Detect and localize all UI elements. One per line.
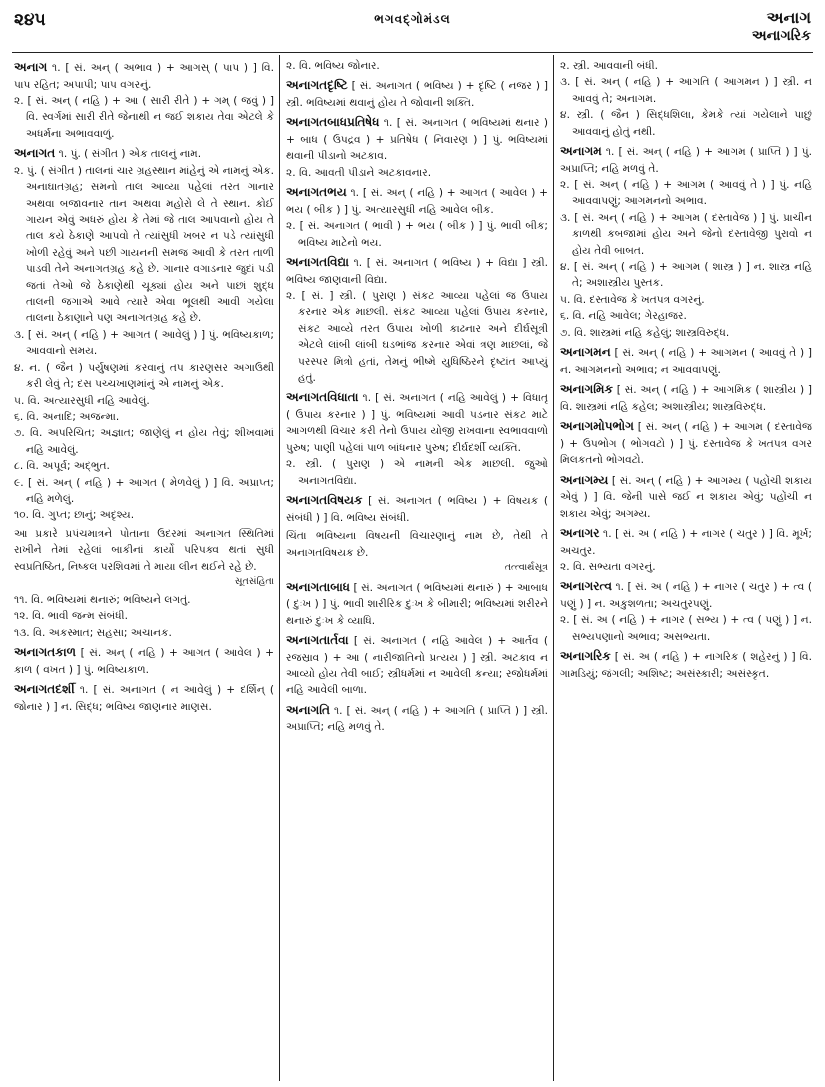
entry-sense — [14, 327, 274, 360]
sense-text: ૫. વિ. દસ્તાવેજ કે ખતપત્ર વગરનું. — [560, 293, 705, 306]
sense-text: ૯. [ સં. અન્ ( નહિ ) + આગત ( મેળવેલું ) ] વિ. અપ્રાપ્ત; નહિ મળેલું. — [14, 476, 274, 505]
sense-text: ૨. [ સં. અન્ ( નહિ ) + આગમ ( આવવું તે ) ] પું. નહિ આવવાપણું; આગમનનો અભાવ. — [560, 179, 812, 208]
entry-sense — [560, 308, 812, 324]
headword: અનાગરિક — [560, 649, 611, 664]
headword: અનાગમ — [560, 144, 602, 159]
entry-sense — [560, 325, 812, 341]
sense-text: ૭. વિ. અપરિચિત; અજ્ઞાત; જાણેલું ન હોય તેવું; શીખવામાં નહિ આવેલું. — [14, 427, 274, 456]
entry-sense — [286, 58, 548, 74]
entry-sense — [14, 625, 274, 641]
guide-word-last: અનાગરિક — [751, 28, 811, 44]
quotation-text — [14, 526, 274, 575]
sense-text: ૧૦. વિ. ગુપ્ત; છાનું; અદૃશ્ય. — [14, 509, 135, 522]
entry-sense — [286, 388, 548, 456]
entry-sense — [286, 491, 548, 526]
sense-text: ૨. વિ. ભવિષ્ય જોનાર. — [286, 60, 380, 72]
sense-text: ૧. [ સં. અન્ ( અભાવ ) + આગસ્ ( પાપ ) ] વિ. પાપ રહિત; અપાપી; પાપ વગરનું. — [14, 62, 274, 91]
dictionary-entry — [560, 647, 812, 682]
sense-text: [ સં. અન્ ( નહિ ) + આગમ્ય ( પહોંચી શકાય એવું ) ] વિ. જેની પાસે જઈ ન શકાય એવું; પહોંચી ન શકાય એવું; અગમ્ય. — [560, 474, 812, 520]
entry-sense — [560, 210, 812, 259]
dictionary-entry — [286, 58, 548, 74]
entry-sense — [286, 631, 548, 699]
dictionary-entry — [286, 578, 548, 629]
sense-text: ૧. [ સં. અન્ ( નહિ ) + આગતિ ( પ્રાપ્તિ ) ] સ્ત્રી. અપ્રાપ્તિ; નહિ મળવું તે. — [286, 704, 548, 734]
sense-text: [ સં. અનાગત ( ભવિષ્ય ) + દૃષ્ટિ ( નજર ) ] સ્ત્રી. ભવિષ્યમાં થવાનું હોય તે જોવાની શક્તિ. — [286, 80, 548, 109]
column-divider-2 — [553, 55, 554, 1081]
sense-text: ૫. વિ. અત્યારસુધી નહિ આવેલું. — [14, 394, 150, 407]
dictionary-entry — [560, 471, 812, 522]
dictionary-entry — [286, 701, 548, 736]
entry-sense — [560, 343, 812, 378]
sense-text: ૧. [ સં. અન્ ( નહિ ) + આગમ ( પ્રાપ્તિ ) ] પું. અપ્રાપ્તિ; નહિ મળવું તે. — [560, 146, 812, 175]
citation-source: તત્ત્વાર્થસૂત્ર — [504, 561, 548, 573]
entry-sense — [560, 380, 812, 415]
sense-text: ૧. [ સં. અનાગત ( ભવિષ્ય ) + વિદ્યા ] સ્ત્રી. ભવિષ્ય જાણવાની વિદ્યા. — [286, 257, 548, 286]
sense-text: ૩. [ સં. અન્ ( નહિ ) + આગત ( આવેલું ) ] પું. ભવિષ્યકાળ; આવવાનો સમય. — [14, 328, 274, 358]
headword: અનાગતવિષયક — [286, 493, 363, 508]
column-3 — [560, 58, 812, 1083]
sense-text: ૧૧. વિ. ભવિષ્યમાં થનારું; ભવિષ્યને લગતું. — [14, 593, 191, 606]
sense-text: આ પ્રકારે પ્રપંચમાત્રને પોતાના ઉદરમાં અનાગત સ્થિતિમાં રાખીને તેમાં રહેલાં બાકીનાં કાર્યો પરિપક્વ થતાં સુધી સ્વપ્રતિષ્ઠિત, નિષ્કલ પરશિવમાં તે માયા લીન થઈને રહે છે. — [14, 527, 274, 573]
page-header — [14, 6, 811, 50]
sense-text: [ સં. અનાગત ( ભવિષ્ય ) + વિષયક ( સંબંધી ) ] વિ. ભવિષ્ય સંબંધી. — [286, 495, 548, 524]
entry-sense — [286, 218, 548, 251]
entry-sense — [286, 183, 548, 218]
headword: અનાગતવિદ્યા — [286, 255, 349, 270]
entry-sense — [560, 259, 812, 292]
entry-sense — [14, 163, 274, 327]
dictionary-entry — [14, 144, 274, 524]
dictionary-entry — [286, 183, 548, 251]
sense-text: ૧. [ સં. અનાગત ( ન આવેલું ) + દર્શિન્ ( જોનાર ) ] ન. સિદ્ધ; ભવિષ્ય જાણનાર માણસ. — [14, 683, 274, 713]
entry-sense — [286, 288, 548, 386]
dictionary-entry — [560, 142, 812, 341]
entry-sense — [14, 144, 274, 163]
column-divider-1 — [279, 55, 280, 1081]
entry-sense — [286, 113, 548, 164]
headword: અનાગતવિધાતા — [286, 390, 359, 405]
headword: અનાગતાર્તવા — [286, 633, 349, 648]
sense-text: ૩. [ સં. અન્ ( નહિ ) + આગમ ( દસ્તાવેજ ) ] પું. પ્રાચીન કાળથી કબજામાં હોય અને જેનો દસ્તાવેજી પુરાવો ન હોય તેવી બાબત. — [560, 211, 812, 257]
sense-text: ૪. સ્ત્રી. ( જૈન ) સિદ્ધશિલા, કેમકે ત્યાં ગયેલાને પાછું આવવાનું હોતું નથી. — [560, 109, 812, 138]
dictionary-entry — [560, 524, 812, 575]
headword: અનાગતબાધપ્રતિષેધ — [286, 115, 380, 130]
dictionary-entry — [14, 643, 274, 678]
sense-text: ૭. વિ. શાસ્ત્રમાં નહિ કહેલું; શાસ્ત્રવિરુદ્ધ. — [560, 326, 730, 339]
entry-sense — [286, 701, 548, 736]
dictionary-entry — [286, 491, 548, 526]
entry-sense — [14, 409, 274, 425]
entry-sense — [560, 292, 812, 308]
sense-text: ૧૨. વિ. ભાવી જન્મ સંબંધી. — [14, 610, 128, 623]
sense-text: [ સં. અન્ ( નહિ ) + આગત ( આવેલ ) + કાળ ( વખત ) ] પું. ભવિષ્યકાળ. — [14, 646, 274, 676]
entry-sense — [14, 680, 274, 715]
sense-text: ૬. વિ. અનાદિ; અજન્મા. — [14, 410, 120, 423]
headword: અનાગમન — [560, 345, 611, 360]
headword: અનાગતિ — [286, 702, 330, 717]
quotation — [14, 526, 274, 590]
entry-sense — [560, 471, 812, 522]
headword: અનાગમ્ય — [560, 472, 609, 487]
entry-sense — [560, 524, 812, 559]
entry-sense — [14, 360, 274, 393]
entry-sense — [286, 76, 548, 111]
sense-text: ૩. [ સં. અન્ ( નહિ ) + આગતિ ( આગમન ) ] સ્ત્રી. ન આવવું તે; અનાગમ. — [560, 76, 812, 105]
quotation-text — [286, 528, 548, 561]
entry-sense — [14, 608, 274, 624]
dictionary-entry — [286, 113, 548, 181]
sense-text: [ સં. અન્ ( નહિ ) + આગમન ( આવવું તે ) ] ન. આગમનનો અભાવ; ન આવવાપણું. — [560, 347, 812, 376]
sense-text: ૮. વિ. અપૂર્વ; અદ્ભુત. — [14, 460, 110, 473]
entry-sense — [560, 577, 812, 612]
headword: અનાગતદૃષ્ટિ — [286, 78, 348, 93]
dictionary-entry — [14, 680, 274, 715]
sense-text: ૨. [ સં. ] સ્ત્રી. ( પુરાણ ) સંકટ આવ્યા પહેલાં જ ઉપાય કરનાર એક માછલી. સંકટ આવ્યા પહેલાં ઉપાય કરનાર, સંકટ આવ્યે તરત ઉપાય ખોળી કાઢનાર અને દીર્ઘસૂત્રી એટલે લાંબી લાંબી ઘડભાંજ કરનાર એવાં ત્રણ માછલાં, જે પરસ્પર મિત્રો હતાં, તેમનું ભીષ્મે યુધિષ્ઠિરને દૃષ્ટાંત આપ્યું હતું. — [286, 290, 548, 385]
dictionary-entry — [286, 631, 548, 699]
sense-text: ૬. વિ. નહિ આવેલ; ગેરહાજર. — [560, 310, 687, 323]
dictionary-entry — [560, 343, 812, 378]
sense-text: ચિંતા ભવિષ્યના વિષયની વિચારણાનું નામ છે, તેથી તે અનાગતવિષયક છે. — [286, 530, 548, 559]
dictionary-entry — [286, 253, 548, 386]
sense-text: ૪. ન. ( જૈન ) પર્યુષણમાં કરવાનું તપ કારણસર અગાઉથી કરી લેવું તે; દસ પચ્ચખાણમાંનું એ નામનું એક. — [14, 361, 274, 391]
entry-sense — [14, 58, 274, 93]
sense-text: [ સં. અનાગત ( નહિ આવેલ ) + આર્તવ ( રજસ્રાવ ) + આ ( નારીજાતિનો પ્રત્યય ) ] સ્ત્રી. અટકાવ ન આવ્યો હોય તેવી બાઈ; સ્ત્રીધર્મમાં ન આવેલી કન્યા; રજોધર્મમાં નહિ આવેલી બાળા. — [286, 635, 548, 697]
entry-sense — [14, 592, 274, 608]
entry-sense — [560, 612, 812, 645]
sense-text: ૨. [ સં. અન્ ( નહિ ) + આ ( સારી રીતે ) + ગમ્ ( જવું ) ] વિ. સ્વર્ગમાં સારી રીતે જેનાથી ન જઈ શકાય તેવા એટલે કે અધર્મના અભાવવાળું. — [14, 95, 274, 140]
headword: અનાગમોપભોગ — [560, 419, 634, 434]
entry-sense — [14, 393, 274, 409]
dictionary-entry — [560, 417, 812, 468]
header-divider — [12, 52, 813, 53]
sense-text: ૨. સ્ત્રી. આવવાની બંધી. — [560, 60, 658, 72]
entry-sense — [286, 456, 548, 489]
headword: અનાગતભય — [286, 185, 347, 200]
dictionary-entry — [14, 58, 274, 142]
headword: અનાગત — [14, 146, 56, 161]
sense-text: [ સં. અ ( નહિ ) + નાગરિક ( શહેરનું ) ] વિ. ગામડિયું; જંગલી; અશિષ્ટ; અસંસ્કારી; અસંસ્કૃત. — [560, 651, 812, 680]
entry-sense — [560, 647, 812, 682]
entry-sense — [560, 417, 812, 468]
dictionary-entry — [286, 76, 548, 111]
dictionary-entry — [560, 380, 812, 415]
entry-sense — [14, 458, 274, 474]
column-1 — [14, 58, 274, 1083]
entry-sense — [14, 93, 274, 142]
entry-sense — [286, 253, 548, 288]
sense-text: ૨. વિ. આવતી પીડાને અટકાવનાર. — [286, 166, 432, 179]
headword: અનાગતકાળ — [14, 644, 77, 659]
entry-sense — [14, 425, 274, 458]
entry-sense — [14, 475, 274, 508]
sense-text: ૧. [ સં. અનાગત ( નહિ આવેલું ) + વિધાતૃ ( ઉપાય કરનાર ) ] પું. ભવિષ્યમાં આવી પડનાર સંકટ માટે આગળથી વિચાર કરી તેનો ઉપાય યોજી રાખવાના સ્વભાવવાળો પુરુષ; પાણી પહેલાં પાળ બાંધનાર પુરુષ; દીર્ઘદર્શી વ્યક્તિ. — [286, 392, 548, 454]
dictionary-entry — [14, 592, 274, 641]
entry-sense — [14, 507, 274, 523]
headword: અનાગતાબાધ — [286, 579, 350, 594]
entry-sense — [560, 559, 812, 575]
page-number: ૨૪૫ — [14, 10, 46, 30]
citation-source: સૂતસંહિતા — [234, 575, 274, 587]
dictionary-entry — [560, 58, 812, 140]
entry-sense — [560, 177, 812, 210]
sense-text: [ સં. અન્ ( નહિ ) + આગમિક ( શાસ્ત્રીય ) ] વિ. શાસ્ત્રમાં નહિ કહેલ; અશાસ્ત્રીય; શાસ્ત્રવિરુદ્ધ. — [560, 384, 812, 413]
sense-text: ૧૩. વિ. અકસ્માત; સહસા; અચાનક. — [14, 626, 172, 639]
sense-text: ૧. પું. ( સંગીત ) એક તાલનું નામ. — [58, 148, 202, 161]
entry-sense — [560, 107, 812, 140]
sense-text: ૧. [ સં. અ ( નહિ ) + નાગર ( ચતુર ) ] વિ. મૂર્ખ; અચતુર. — [560, 527, 812, 557]
dictionary-entry — [560, 577, 812, 645]
headword: અનાગતદર્શી — [14, 681, 75, 696]
entry-sense — [560, 142, 812, 177]
sense-text: [ સં. અનાગત ( ભવિષ્યમાં થનારું ) + આબાધ ( દુઃખ ) ] પું. ભાવી શારીરિક દુઃખ કે બીમારી; ભવિષ્યમાં શરીરને થનારું દુઃખ કે વ્યાધિ. — [286, 581, 548, 627]
headword: અનાગર — [560, 525, 600, 540]
sense-text: ૨. વિ. સભ્યતા વગરનું. — [560, 560, 656, 573]
sense-text: ૨. સ્ત્રી. ( પુરાણ ) એ નામની એક માછલી. જુઓ અનાગતવિદ્યા. — [286, 458, 548, 487]
entry-sense — [560, 58, 812, 74]
dictionary-entry — [286, 388, 548, 489]
sense-text: ૪. [ સં. અન્ ( નહિ ) + આગમ ( શાસ્ત્ર ) ] ન. શાસ્ત્ર નહિ તે; અશાસ્ત્રીય પુસ્તક. — [560, 261, 812, 290]
sense-text: ૨. [ સં. અનાગત ( ભાવી ) + ભય ( બીક ) ] પું. ભાવી બીક; ભવિષ્ય માટેનો ભય. — [286, 220, 548, 249]
headword: અનાગરત્વ — [560, 579, 612, 594]
entry-sense — [286, 165, 548, 181]
guide-word-first: અનાગ — [766, 8, 811, 27]
column-2 — [286, 58, 548, 1083]
quotation — [286, 528, 548, 576]
entry-sense — [14, 643, 274, 678]
running-title: ભગવદ્ગોમંડલ — [374, 12, 451, 26]
entry-sense — [286, 578, 548, 629]
sense-text: ૨. [ સં. અ ( નહિ ) + નાગર ( સભ્ય ) + ત્વ ( પણું ) ] ન. સભ્યપણાનો અભાવ; અસભ્યતા. — [560, 614, 812, 643]
sense-text: [ સં. અન્ ( નહિ ) + આગમ ( દસ્તાવેજ ) + ઉપભોગ ( ભોગવટો ) ] પું. દસ્તાવેજ કે ખતપત્ર વગર મિલકતનો ભોગવટો. — [560, 421, 812, 467]
headword: અનાગમિક — [560, 382, 613, 397]
entry-sense — [560, 74, 812, 107]
sense-text: ૧. [ સં. અન્ ( નહિ ) + આગત ( આવેલ ) + ભય ( બીક ) ] પું. અત્યારસુધી નહિ આવેલ બીક. — [286, 187, 548, 216]
sense-text: ૧. [ સં. અનાગત ( ભવિષ્યમાં થનાર ) + બાધ ( ઉપદ્રવ ) + પ્રતિષેધ ( નિવારણ ) ] પું. ભવિષ્યમાં થવાની પીડાનો અટકાવ. — [286, 117, 548, 163]
headword: અનાગ — [14, 60, 48, 74]
sense-text: ૧. [ સં. અ ( નહિ ) + નાગર ( ચતુર ) + ત્વ ( પણું ) ] ન. અકુશળતા; અચતુરપણું. — [560, 581, 812, 610]
sense-text: ૨. પું. ( સંગીત ) તાલનાં ચાર ગ્રહસ્થાન માંહેનું એ નામનું એક. અનાઘાતગ્રહ; સમનો તાલ આવ્યા પહેલાં તરત ગાનાર અથવા બજાવનાર તાન અથવા મહોરો લે તે સ્થાન. કોઈ ગાયન એવું અધરું હોય કે તેમાં જે તાલ આપવાનો હોય તે તાલ કયે ઠેકાણે આપવો તે ત્યાંસુધી ખબર ન પડે ત્યાંસુધી ખોળી રહેવું અને પછી ગાયનની સમજ આવી કે તરત તાળી પાડવી તેને અનાગતગ્રહ કહે છે. ગાનાર વગાડનાર જુદાં પડી જતાં તેઓ જે ઠેકાણેથી ચૂક્યાં હોય અને પાછાં શુદ્ધ તાલની જગાએ આવે ત્યારે એવા ભૂલથી આવી ગયેલા તાલના ઠેકાણાને પણ અનાગતગ્રહ કહે છે. — [14, 164, 274, 325]
